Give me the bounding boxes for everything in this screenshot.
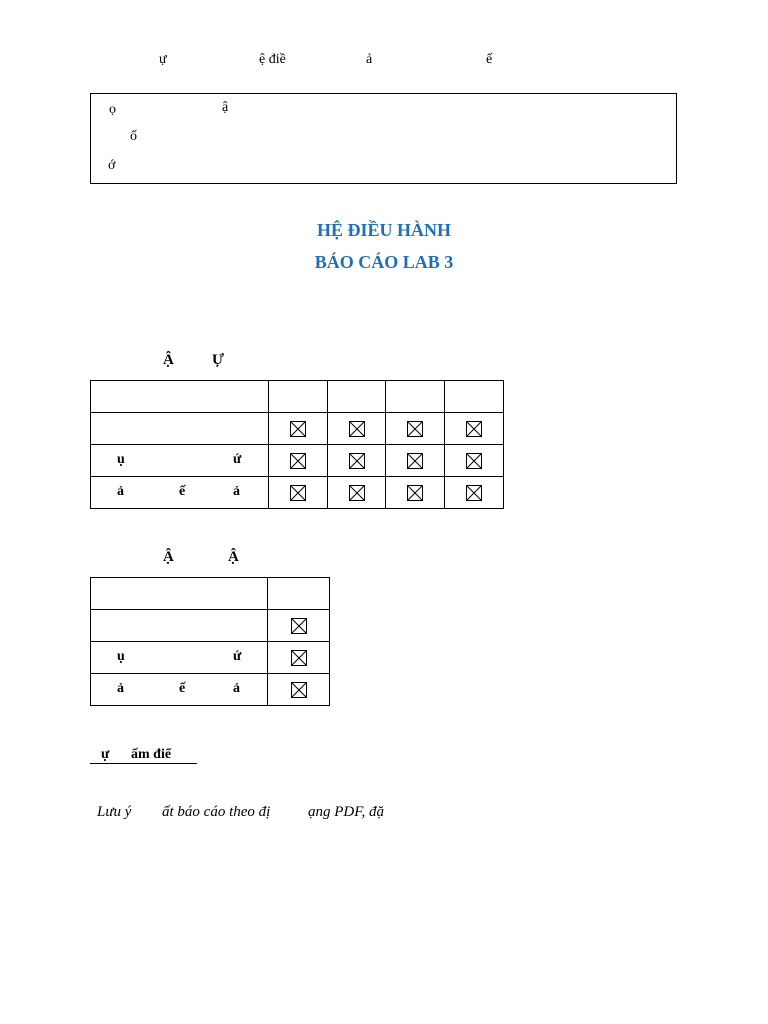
row-label-label-b: ế [179,484,186,499]
check-cell [268,610,330,642]
checked-box-icon [466,485,482,501]
row-label-cell [91,445,269,477]
table-row [91,413,504,445]
row-label-label-b: ế [179,681,186,696]
check-cell [386,477,445,509]
completion-table-2 [90,577,330,706]
note-fragment-2: ất báo cáo theo đị [162,804,271,820]
check-cell [445,413,504,445]
check-cell [386,413,445,445]
info-line2: ố [130,129,137,144]
row-label-cell [91,642,268,674]
checked-box-icon [407,453,423,469]
section1-heading-b: Ự [212,352,224,368]
checked-box-icon [290,485,306,501]
info-line1-a: ọ [109,102,116,117]
table-row [91,674,330,706]
checked-box-icon [466,421,482,437]
checked-box-icon [349,453,365,469]
check-cell [269,477,328,509]
row-label-cell [91,381,269,413]
info-line1-b: ậ [222,100,229,115]
student-info-box [90,93,677,184]
row-label-label-c: ả [233,681,240,696]
check-cell [386,381,445,413]
checked-box-icon [291,650,307,666]
score-fragment-2: ấm điể [131,747,172,762]
table-row [91,477,504,509]
table-row [91,381,504,413]
table-row [91,642,330,674]
row-label-label-a: ả [117,484,124,499]
table-row [91,445,504,477]
checked-box-icon [407,485,423,501]
score-fragment-1: ự [101,747,110,762]
checked-box-icon [291,618,307,634]
check-cell [386,445,445,477]
check-cell [328,413,386,445]
check-cell [445,445,504,477]
row-label-cell [91,578,268,610]
row-label-cell [91,413,269,445]
score-underline [90,763,197,764]
checked-box-icon [290,421,306,437]
check-cell [445,477,504,509]
check-cell [269,381,328,413]
row-label-label-a: ả [117,681,124,696]
check-cell [268,674,330,706]
checked-box-icon [349,421,365,437]
table-row [91,578,330,610]
header-fragment-1: ự [159,52,167,67]
checked-box-icon [291,682,307,698]
row-label-label-a: ụ [117,649,125,664]
row-label-label-c: ứ [233,452,242,467]
header-fragment-3: ả [366,52,373,67]
check-cell [328,477,386,509]
checked-box-icon [290,453,306,469]
header-fragment-2: ệ điề [259,52,286,67]
row-label-label-c: ả [233,484,240,499]
check-cell [269,445,328,477]
checked-box-icon [349,485,365,501]
header-fragment-4: ế [486,52,493,67]
section2-heading-b: Ậ [228,549,239,565]
checked-box-icon [466,453,482,469]
table-row [91,610,330,642]
check-cell [268,642,330,674]
info-line3: ớ [108,158,116,173]
document-title: HỆ ĐIỀU HÀNH [316,220,451,240]
completion-table-1 [90,380,504,509]
check-cell [268,578,330,610]
check-cell [445,381,504,413]
document-subtitle: BÁO CÁO LAB 3 [314,252,454,272]
row-label-cell [91,610,268,642]
note-fragment-1: Lưu ý [97,804,132,820]
check-cell [328,445,386,477]
check-cell [328,381,386,413]
note-fragment-3: ạng PDF, đặ [308,804,384,820]
section2-heading-a: Ậ [163,549,174,565]
row-label-cell [91,477,269,509]
checked-box-icon [407,421,423,437]
section1-heading-a: Ậ [163,352,174,368]
row-label-label-c: ứ [233,649,242,664]
row-label-cell [91,674,268,706]
row-label-label-a: ụ [117,452,125,467]
check-cell [269,413,328,445]
